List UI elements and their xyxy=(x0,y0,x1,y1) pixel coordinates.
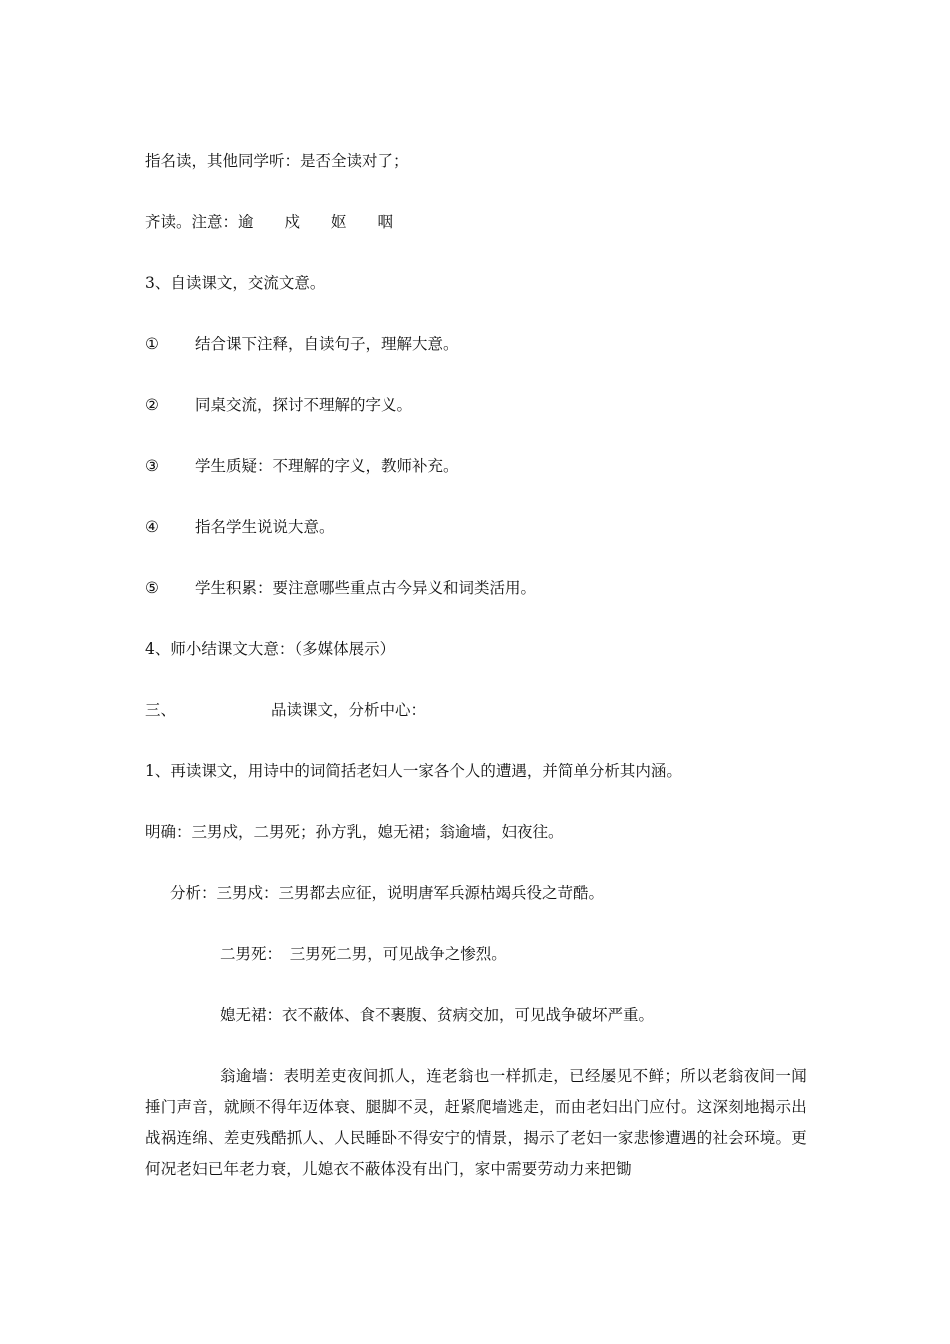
list-item-text: 结合课下注释，自读句子，理解大意。 xyxy=(195,335,459,353)
list-item-text: 指名学生说说大意。 xyxy=(195,518,335,536)
list-item-2 xyxy=(145,395,412,415)
line-analysis-2: 二男死： 三男死二男，可见战争之惨烈。 xyxy=(220,945,507,963)
section-3-heading xyxy=(145,700,426,720)
list-item-text: 同桌交流，探讨不理解的字义。 xyxy=(195,396,413,414)
line-step-4-heading: 4、师小结课文大意：（多媒体展示） xyxy=(145,640,396,658)
list-marker: ① xyxy=(145,335,159,353)
list-item-4 xyxy=(145,517,335,537)
analysis-paragraph: 翁逾墙：表明差吏夜间抓人，连老翁也一样抓走，已经屡见不鲜；所以老翁夜间一闻捶门声音，就顾不得年迈体衰、腿脚不灵，赶紧爬墙逃走，而由老妇出门应付。这深刻地揭示出战祸连绵、差吏残酷抓人、人民睡卧不得安宁的情景，揭示了老妇一家悲惨遭遇的社会环境。更何况老妇已年老力衰，儿媳衣不蔽体没有出门，家中需要劳动力来把锄 xyxy=(145,1067,807,1178)
line-answer: 明确：三男戍，二男死；孙方乳，媳无裙；翁逾墙，妇夜往。 xyxy=(145,823,564,841)
list-item-text: 学生质疑：不理解的字义，教师补充。 xyxy=(195,457,459,475)
line-pronunciation-note: 齐读。注意：逾 戍 妪 咽 xyxy=(145,213,394,231)
list-item-1 xyxy=(145,334,459,354)
list-marker: ② xyxy=(145,396,159,414)
line-step-3-heading: 3、自读课文，交流文意。 xyxy=(145,274,326,292)
list-marker: ⑤ xyxy=(145,579,159,597)
line-analysis-1: 分析：三男戍：三男都去应征，说明唐军兵源枯竭兵役之苛酷。 xyxy=(170,884,605,902)
line-reading-check: 指名读，其他同学听：是否全读对了； xyxy=(145,152,409,170)
list-item-3 xyxy=(145,456,459,476)
list-marker: ④ xyxy=(145,518,159,536)
list-item-text: 学生积累：要注意哪些重点古今异义和词类活用。 xyxy=(195,579,537,597)
list-marker: ③ xyxy=(145,457,159,475)
line-question-1: 1、再读课文，用诗中的词简括老妇人一家各个人的遭遇，并简单分析其内涵。 xyxy=(145,762,682,780)
line-analysis-3: 媳无裙：衣不蔽体、食不裹腹、贫病交加，可见战争破坏严重。 xyxy=(220,1006,655,1024)
list-item-5 xyxy=(145,578,536,598)
section-title: 品读课文，分析中心： xyxy=(271,701,427,719)
section-number: 三、 xyxy=(145,701,177,719)
